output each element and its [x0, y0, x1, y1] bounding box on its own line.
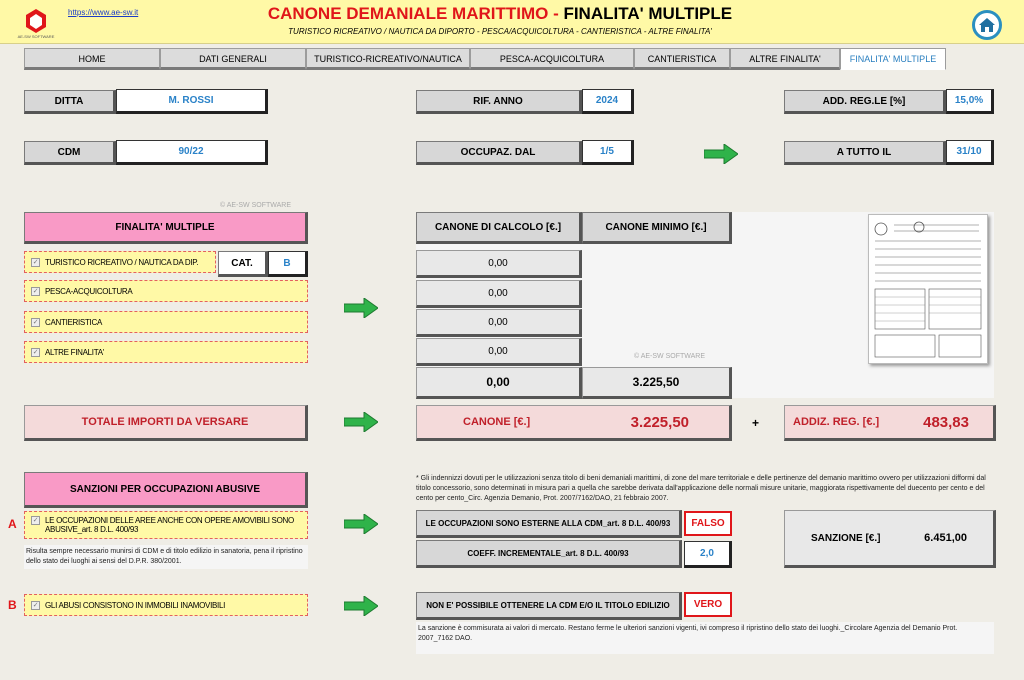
tab-home[interactable]: HOME — [24, 48, 160, 70]
arrow-right-icon — [344, 514, 378, 534]
coeff-value: 2,0 — [684, 541, 732, 568]
cat-label: CAT. — [218, 251, 268, 277]
home-button[interactable] — [972, 10, 1002, 40]
occupaz-field[interactable]: 1/5 — [582, 140, 634, 165]
checkbox-icon: ✓ — [32, 287, 39, 295]
canone-row-4: 0,00 — [416, 338, 582, 366]
page-title — [180, 4, 820, 24]
canone-total-box — [416, 405, 732, 441]
checkbox-icon: ✓ — [32, 348, 39, 356]
addiz-label: ADDIZ. REG. [€.] — [793, 416, 880, 428]
totale-label: TOTALE IMPORTI DA VERSARE — [24, 405, 308, 441]
esterne-label: LE OCCUPAZIONI SONO ESTERNE ALLA CDM_art. 8 D.L. 400/93 — [416, 510, 682, 538]
addiz-value: 483,83 — [923, 413, 969, 431]
tab-dati-generali[interactable]: DATI GENERALI — [160, 48, 306, 70]
cat-field[interactable]: B — [268, 251, 308, 277]
checkbox-icon: ✓ — [32, 318, 39, 326]
check-occupazioni-label: LE OCCUPAZIONI DELLE AREE ANCHE CON OPERE AMOVIBILI SONO ABUSIVE_art. 8 D.L. 400/93 — [45, 516, 294, 534]
tab-pesca[interactable]: PESCA-ACQUICOLTURA — [470, 48, 634, 70]
watermark: © AE-SW SOFTWARE — [220, 202, 292, 209]
tutto-label: A TUTTO IL — [784, 141, 946, 165]
check-abusi[interactable] — [24, 594, 308, 616]
arrow-right-icon — [344, 298, 378, 318]
check-altre-label: ALTRE FINALITA' — [45, 347, 104, 357]
arrow-right-icon — [344, 412, 378, 432]
tab-cantieristica[interactable]: CANTIERISTICA — [634, 48, 730, 70]
check-turistico-label: TURISTICO RICREATIVO / NAUTICA DA DIP. — [45, 257, 199, 267]
tab-finalita-multiple[interactable]: FINALITA' MULTIPLE — [840, 48, 946, 70]
ditta-label: DITTA — [24, 90, 116, 114]
check-altre[interactable] — [24, 341, 308, 363]
rif-anno-field[interactable]: 2024 — [582, 89, 634, 114]
section-a-letter: A — [8, 517, 17, 531]
coeff-label: COEFF. INCREMENTALE_art. 8 D.L. 400/93 — [416, 540, 682, 568]
canone-total-label: CANONE [€.] — [463, 416, 531, 428]
site-link[interactable]: https://www.ae-sw.it — [68, 8, 139, 17]
canone-row-1: 0,00 — [416, 250, 582, 278]
occupaz-label: OCCUPAZ. DAL — [416, 141, 582, 165]
form-thumbnail[interactable] — [868, 214, 988, 364]
home-icon — [978, 17, 996, 33]
document-icon — [869, 215, 989, 365]
canone-calcolo-header: CANONE DI CALCOLO [€.] — [416, 212, 582, 244]
non-possibile-label: NON E' POSSIBILE OTTENERE LA CDM E/O IL TITOLO EDILIZIO — [416, 592, 682, 620]
non-possibile-value: VERO — [684, 592, 732, 617]
watermark: © AE-SW SOFTWARE — [634, 353, 706, 360]
check-abusi-label: GLI ABUSI CONSISTONO IN IMMOBILI INAMOVIBILI — [45, 600, 226, 610]
sanzione-box — [784, 510, 996, 568]
check-cantieristica[interactable] — [24, 311, 308, 333]
arrow-right-icon — [704, 144, 738, 164]
canone-total-value: 3.225,50 — [630, 413, 689, 431]
tutto-field[interactable]: 31/10 — [946, 140, 994, 165]
add-reg-field[interactable]: 15,0% — [946, 89, 994, 114]
check-pesca-label: PESCA-ACQUICOLTURA — [45, 286, 133, 296]
check-cantieristica-label: CANTIERISTICA — [45, 317, 102, 327]
tab-altre-finalita[interactable]: ALTRE FINALITA' — [730, 48, 840, 70]
esterne-value: FALSO — [684, 511, 732, 536]
svg-text:AE-SW SOFTWARE: AE-SW SOFTWARE — [17, 34, 55, 39]
page-subtitle: TURISTICO RICREATIVO / NAUTICA DA DIPORTO - PESCA/ACQUICOLTURA - CANTIERISTICA - ALTRE FINALITA' — [288, 27, 712, 36]
cdm-field[interactable]: 90/22 — [116, 140, 268, 165]
rif-anno-label: RIF. ANNO — [416, 90, 582, 114]
arrow-right-icon — [344, 596, 378, 616]
sanzioni-note-top: * Gli indennizzi dovuti per le utilizzazioni senza titolo di beni demaniali marittimi, di zone del mare territoriale e delle pertinenze del demanio marittimo ovvero per utilizzazioni difformi dal titolo concessorio, sono determinati in misura pari a quella che sarebbe derivata dall'applicazione delle normali misure unitarie, maggiorata rispettivamente del duecento per cento e del cento per cento_Circ. Agenzia Demanio, Prot. 2007/7162/DAO, 21 febbraio 2007. — [416, 475, 986, 502]
addiz-box — [784, 405, 996, 441]
ditta-field[interactable]: M. ROSSI — [116, 89, 268, 114]
canone-minimo-header: CANONE MINIMO [€.] — [582, 212, 732, 244]
checkbox-icon: ✓ — [32, 601, 39, 609]
canone-row-3: 0,00 — [416, 309, 582, 337]
total-minimo: 3.225,50 — [582, 367, 732, 399]
finalita-title: FINALITA' MULTIPLE — [24, 212, 308, 244]
checkbox-icon: ✓ — [32, 517, 39, 524]
add-reg-label: ADD. REG.LE [%] — [784, 90, 946, 114]
tab-turistico[interactable]: TURISTICO-RICREATIVO/NAUTICA — [306, 48, 470, 70]
title-red: CANONE DEMANIALE MARITTIMO - — [267, 4, 564, 23]
cdm-label: CDM — [24, 141, 116, 165]
section-b-letter: B — [8, 598, 17, 612]
sanzione-label: SANZIONE [€.] — [811, 532, 881, 544]
title-black: FINALITA' MULTIPLE — [563, 4, 733, 23]
checkbox-icon: ✓ — [32, 258, 39, 266]
sanzioni-note-bottom: La sanzione è commisurata ai valori di mercato. Restano ferme le ulteriori sanzioni vigenti, ivi compreso il ripristino dello stato dei luoghi._Circolare Agenzia del Demanio Prot. 2007_7162 DAO. — [416, 622, 994, 654]
sanzione-value: 6.451,00 — [924, 532, 967, 544]
total-calcolo: 0,00 — [416, 367, 582, 399]
sanzioni-a-note: Risulta sempre necessario munirsi di CDM e di titolo edilizio in sanatoria, pena il ripristino dello stato dei luoghi ai sensi del D.P.R. 380/2001. — [24, 545, 308, 569]
check-occupazioni[interactable] — [24, 511, 308, 539]
logo-icon — [16, 6, 56, 40]
canone-row-2: 0,00 — [416, 280, 582, 308]
check-turistico[interactable] — [24, 251, 216, 273]
sanzioni-title: SANZIONI PER OCCUPAZIONI ABUSIVE — [24, 472, 308, 508]
check-pesca[interactable] — [24, 280, 308, 302]
plus-sign: + — [752, 416, 760, 430]
